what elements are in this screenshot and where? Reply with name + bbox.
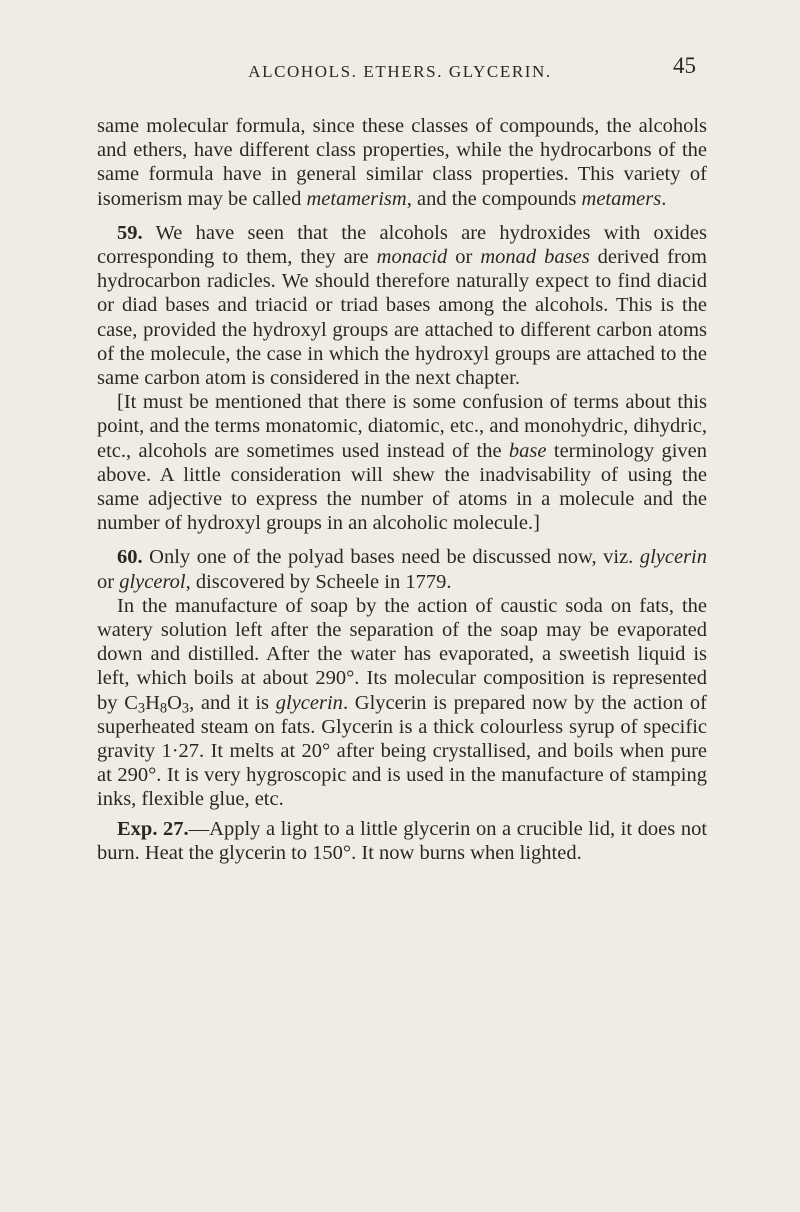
paragraph-60-manufacture: In the manufacture of soap by the action of caustic soda on fats, the watery solution left after the separation of the soap may be evaporated down and distilled. After the water has evaporated, a sweetish liquid is left, which boils at about 290°. Its molecular composition is represented by $C_3H_8O_3$, and it is glycerin. Glycerin is prepared now by the action of superheated steam on fats. Glycerin is a thick colourless syrup of specific gravity 1·27. It melts at 20° after being crystallised, and boils when pure at 290°. It is very hygroscopic and is used in the manufacture of stamping inks, flexible glue, etc. xyxy=(97,594,707,811)
experiment-27: Exp. 27.—Apply a light to a little glycerin on a crucible lid, it does not burn. Heat the glycerin to 150°. It now burns when lighted. xyxy=(97,817,708,864)
paragraph-59: 59. We have seen that the alcohols are hydroxides with oxides corresponding to them, they are monacid or monad bases derived from hydrocarbon radicles. We should therefore naturally expect to find diacid or diad bases and triacid or triad bases among the alcohols. This is the case, provided the hydroxyl groups are attached to different carbon atoms of the molecule, the case in which the hydroxyl groups are attached to the same carbon atom is considered in the next chapter. xyxy=(97,221,708,390)
term-monacid: monacid xyxy=(376,246,448,269)
term-glycerol: glycerol xyxy=(119,570,186,593)
page-number: 45 xyxy=(673,53,696,78)
term-monad-bases: monad bases xyxy=(480,246,590,269)
paragraph-continuation: same molecular formula, since these classes of compounds, the alcohols and ethers, have different class properties, while the hydrocarbons of the same formula have in general similar class properties. This variety of isomerism may be called metamerism, and the compounds metamers. xyxy=(97,115,707,210)
running-head xyxy=(0,36,800,81)
term-metamers: metamers xyxy=(581,187,662,210)
section-number-60: 60. xyxy=(117,546,143,569)
term-glycerin: glycerin xyxy=(639,546,707,569)
body-text xyxy=(97,114,707,865)
formula-glycerin: $C_3H_8O_3$ xyxy=(124,691,190,717)
experiment-number-27: Exp. 27. xyxy=(117,817,189,840)
term-base: base xyxy=(508,439,547,462)
paragraph-60: 60. Only one of the polyad bases need be discussed now, viz. glycerin or glycerol, discovered by Scheele in 1779. xyxy=(97,546,707,593)
section-number-59: 59. xyxy=(117,221,143,244)
term-metamerism: metamerism xyxy=(306,187,407,210)
running-head-title: ALCOHOLS. ETHERS. GLYCERIN. xyxy=(248,62,552,81)
paragraph-bracketed-note: [It must be mentioned that there is some confusion of terms about this point, and the terms monatomic, diatomic, etc., and monohydric, dihydric, etc., alcohols are sometimes used instead of the base terminology given above. A little consideration will shew the inadvisability of using the same adjective to express the number of atoms in a molecule and the number of hydroxyl groups in an alcoholic molecule.] xyxy=(97,391,707,535)
term-glycerin-2: glycerin xyxy=(275,691,343,714)
